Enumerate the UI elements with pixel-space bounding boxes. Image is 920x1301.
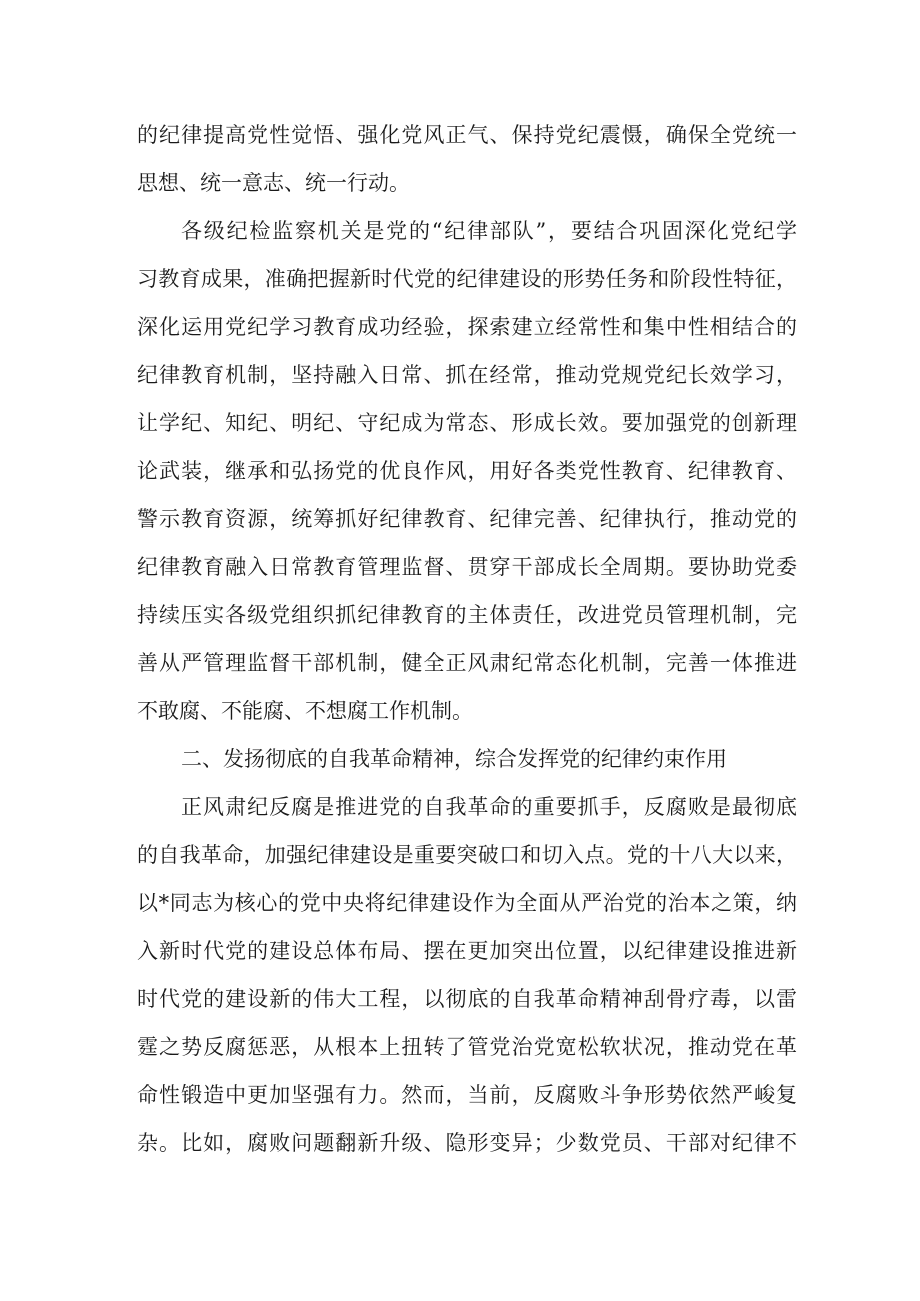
text-line: 习教育成果，准确把握新时代党的纪律建设的形势任务和阶段性特征， xyxy=(137,267,797,291)
section-heading: 二、发扬彻底的自我革命精神，综合发挥党的纪律约束作用 xyxy=(181,747,727,771)
text-line: 入新时代党的建设总体布局、摆在更加突出位置，以纪律建设推进新 xyxy=(137,939,797,963)
text-line: 思想、统一意志、统一行动。 xyxy=(137,171,410,195)
text-line: 持续压实各级党组织抓纪律教育的主体责任，改进党员管理机制，完 xyxy=(137,603,797,627)
text-line: 论武装，继承和弘扬党的优良作风，用好各类党性教育、纪律教育、 xyxy=(137,459,797,483)
paragraph-start-line: 正风肃纪反腐是推进党的自我革命的重要抓手，反腐败是最彻底 xyxy=(181,795,797,819)
paragraph-start-line: 各级纪检监察机关是党的“纪律部队”，要结合巩固深化党纪学 xyxy=(181,219,797,243)
text-line: 杂。比如，腐败问题翻新升级、隐形变异；少数党员、干部对纪律不 xyxy=(137,1131,797,1155)
text-line: 命性锻造中更加坚强有力。然而，当前，反腐败斗争形势依然严峻复 xyxy=(137,1083,797,1107)
text-line: 不敢腐、不能腐、不想腐工作机制。 xyxy=(137,699,473,723)
text-line: 的纪律提高党性觉悟、强化党风正气、保持党纪震慑，确保全党统一 xyxy=(137,123,797,147)
text-line: 以*同志为核心的党中央将纪律建设作为全面从严治党的治本之策，纳 xyxy=(137,891,797,915)
text-line: 善从严管理监督干部机制，健全正风肃纪常态化机制，完善一体推进 xyxy=(137,651,797,675)
text-line: 让学纪、知纪、明纪、守纪成为常态、形成长效。要加强党的创新理 xyxy=(137,411,797,435)
text-line: 纪律教育融入日常教育管理监督、贯穿干部成长全周期。要协助党委 xyxy=(137,555,797,579)
text-line: 的自我革命，加强纪律建设是重要突破口和切入点。党的十八大以来， xyxy=(137,843,797,867)
text-line: 纪律教育机制，坚持融入日常、抓在经常，推动党规党纪长效学习， xyxy=(137,363,797,387)
text-line: 时代党的建设新的伟大工程，以彻底的自我革命精神刮骨疗毒，以雷 xyxy=(137,987,797,1011)
text-line: 警示教育资源，统筹抓好纪律教育、纪律完善、纪律执行，推动党的 xyxy=(137,507,797,531)
text-line: 霆之势反腐惩恶，从根本上扭转了管党治党宽松软状况，推动党在革 xyxy=(137,1035,797,1059)
text-line: 深化运用党纪学习教育成功经验，探索建立经常性和集中性相结合的 xyxy=(137,315,797,339)
